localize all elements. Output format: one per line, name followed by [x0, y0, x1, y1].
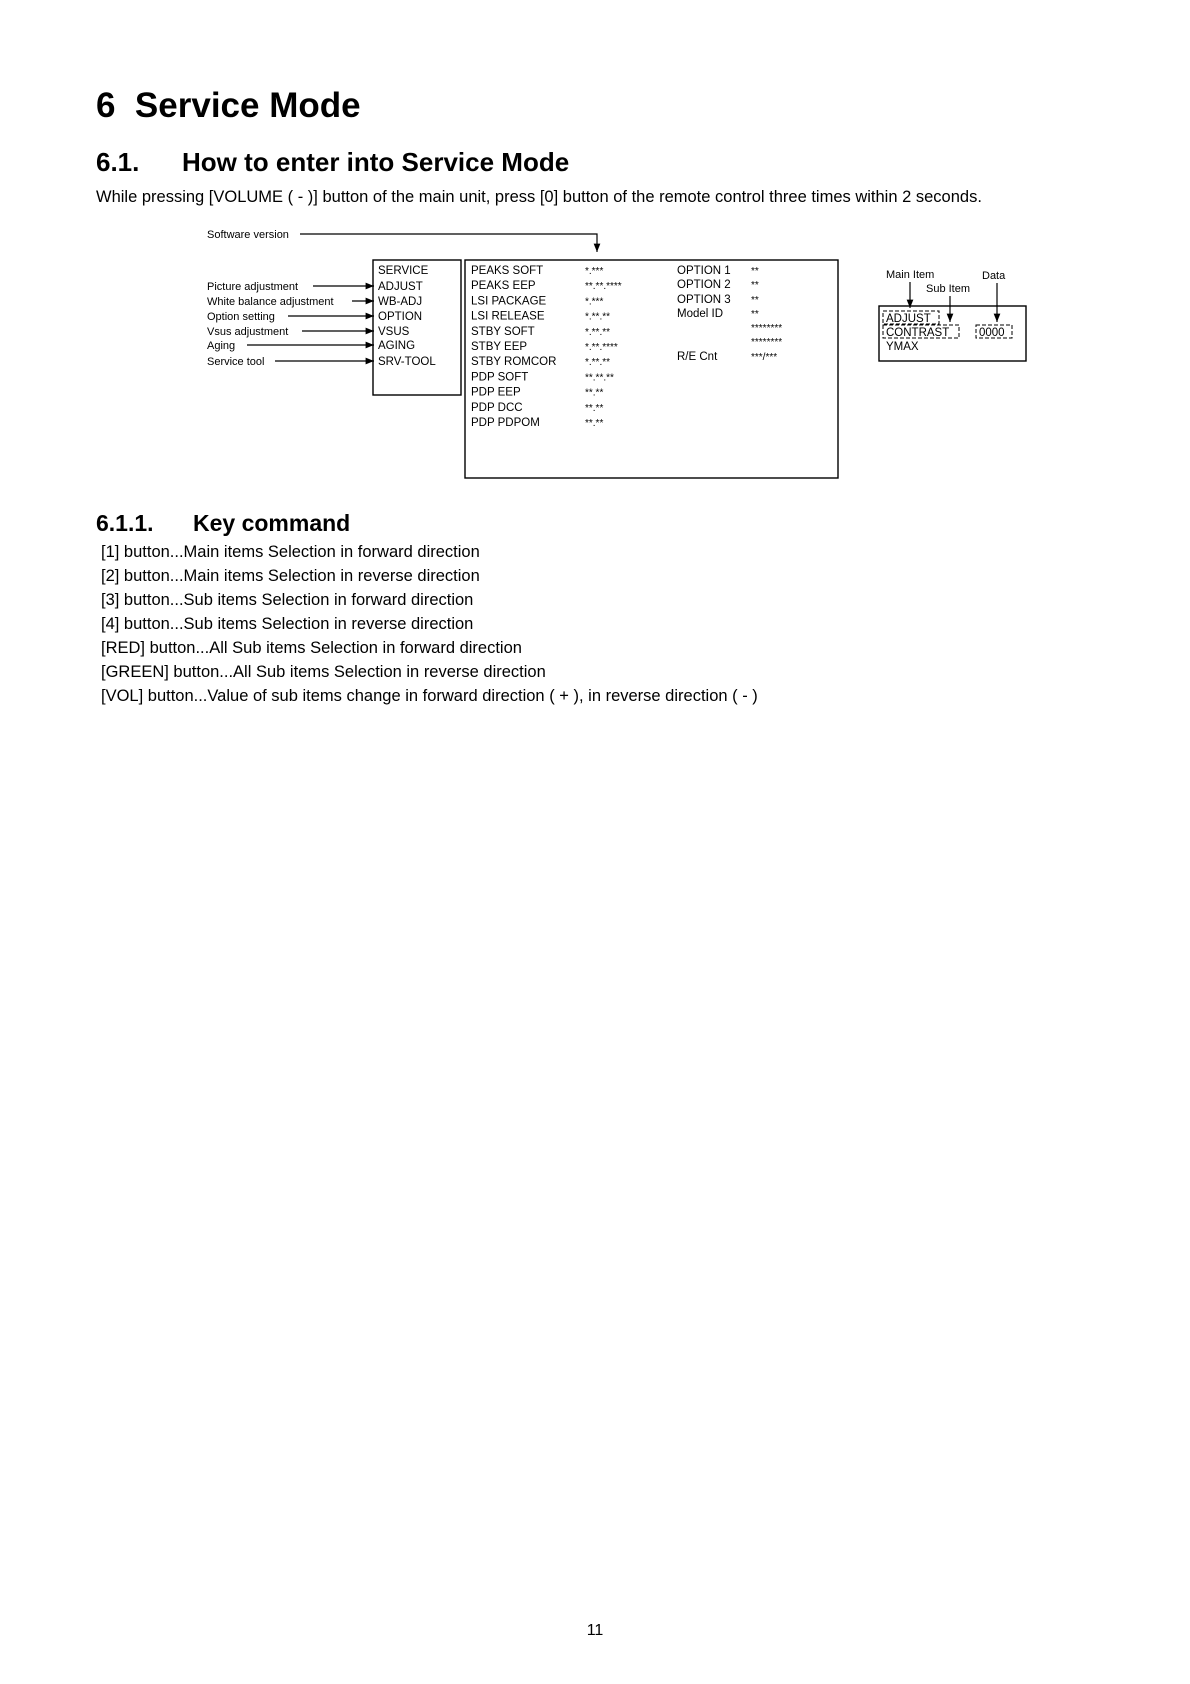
key-command-item: [VOL] button...Value of sub items change in forward direction ( + ), in reverse direction ( - ) [101, 687, 758, 705]
option-row-label: OPTION 1 [677, 265, 731, 277]
osd-line-contrast: CONTRAST [886, 327, 950, 339]
info-row-label: PEAKS SOFT [471, 265, 544, 277]
info-row-value: *.**.** [585, 326, 611, 338]
option-row-value: ** [751, 280, 759, 291]
main-item-label: Main Item [886, 269, 935, 281]
osd-line-ymax: YMAX [886, 341, 919, 353]
option-row-label: R/E Cnt [677, 351, 718, 363]
service-mode-diagram [0, 0, 1190, 500]
key-command-list [101, 540, 758, 708]
info-row-value: **.**.**** [585, 281, 622, 293]
subsection-number: 6.1.1. [96, 510, 154, 536]
key-command-item: [2] button...Main items Selection in reverse direction [101, 567, 480, 585]
intro-paragraph: While pressing [VOLUME ( - )] button of the main unit, press [0] button of the remote control three times within 2 seconds. [96, 188, 982, 206]
info-row-value: **.** [585, 402, 604, 414]
menu-item-aging: AGING [378, 340, 416, 352]
data-label: Data [982, 270, 1006, 282]
option-row-value: ***/*** [751, 352, 778, 363]
info-row-label: PEAKS EEP [471, 280, 536, 293]
subsection-heading [96, 509, 350, 537]
info-row-label: STBY EEP [471, 341, 528, 353]
info-rows [471, 265, 622, 429]
option-rows [677, 265, 782, 363]
info-row-label: PDP EEP [471, 386, 521, 399]
menu-item-service: SERVICE [378, 265, 429, 277]
info-row-value: **.** [585, 387, 604, 399]
key-command-item: [1] button...Main items Selection in forward direction [101, 543, 480, 561]
callout-label: White balance adjustment [207, 296, 334, 308]
option-row-value: ******** [751, 323, 783, 334]
section-number: 6.1. [96, 147, 140, 177]
osd-line-adjust: ADJUST [886, 313, 931, 325]
key-command-item: [4] button...Sub items Selection in reverse direction [101, 615, 474, 633]
software-version-label: Software version [207, 229, 289, 241]
info-row-label: PDP SOFT [471, 371, 529, 384]
software-version-arrow [300, 234, 597, 252]
callout-label: Vsus adjustment [207, 326, 289, 338]
callout-label: Aging [207, 340, 236, 352]
option-row-value: ** [751, 295, 759, 306]
callout-label: Option setting [207, 311, 275, 323]
key-command-item: [3] button...Sub items Selection in forward direction [101, 591, 474, 609]
info-row-label: STBY SOFT [471, 325, 535, 338]
info-row-value: **.** [585, 418, 604, 429]
menu-item-adjust: ADJUST [378, 281, 423, 293]
service-menu-items [378, 265, 436, 368]
heading-title: Service Mode [134, 86, 361, 125]
page-number: 11 [586, 1622, 604, 1639]
key-command-item: [GREEN] button...All Sub items Selection in reverse direction [101, 663, 546, 681]
info-row-label: STBY ROMCOR [471, 356, 557, 369]
callout-labels [207, 281, 334, 368]
info-row-label: PDP DCC [471, 401, 523, 414]
osd-value: 0000 [979, 327, 1005, 339]
option-row-value: ** [751, 266, 759, 277]
info-row-value: *.**.** [585, 357, 611, 369]
heading-number: 6 [96, 86, 116, 125]
callout-label: Picture adjustment [207, 281, 299, 293]
info-row-value: **.**.** [585, 372, 614, 384]
service-info-box [465, 260, 838, 478]
callout-label: Service tool [207, 356, 265, 368]
menu-item-option: OPTION [378, 311, 423, 323]
menu-item-wb-adj: WB-ADJ [378, 296, 423, 308]
info-row-label: LSI PACKAGE [471, 295, 547, 308]
option-row-value: ** [751, 309, 759, 320]
section-title: How to enter into Service Mode [182, 147, 570, 177]
menu-item-srv-tool: SRV-TOOL [378, 356, 436, 368]
menu-item-vsus: VSUS [378, 326, 410, 338]
key-command-item: [RED] button...All Sub items Selection in forward direction [101, 639, 522, 657]
info-row-value: *.**.**** [585, 342, 618, 353]
sub-item-label: Sub Item [926, 283, 971, 295]
info-row-value: *.*** [585, 266, 604, 277]
option-row-label: OPTION 3 [677, 294, 731, 306]
info-row-label: LSI RELEASE [471, 310, 545, 323]
info-row-label: PDP PDPOM [471, 417, 540, 429]
info-row-value: *.*** [585, 296, 604, 308]
subsection-title: Key command [193, 510, 351, 536]
option-row-value: ******** [751, 337, 783, 348]
option-row-label: Model ID [677, 308, 724, 320]
option-row-label: OPTION 2 [677, 279, 731, 291]
info-row-value: *.**.** [585, 311, 611, 323]
